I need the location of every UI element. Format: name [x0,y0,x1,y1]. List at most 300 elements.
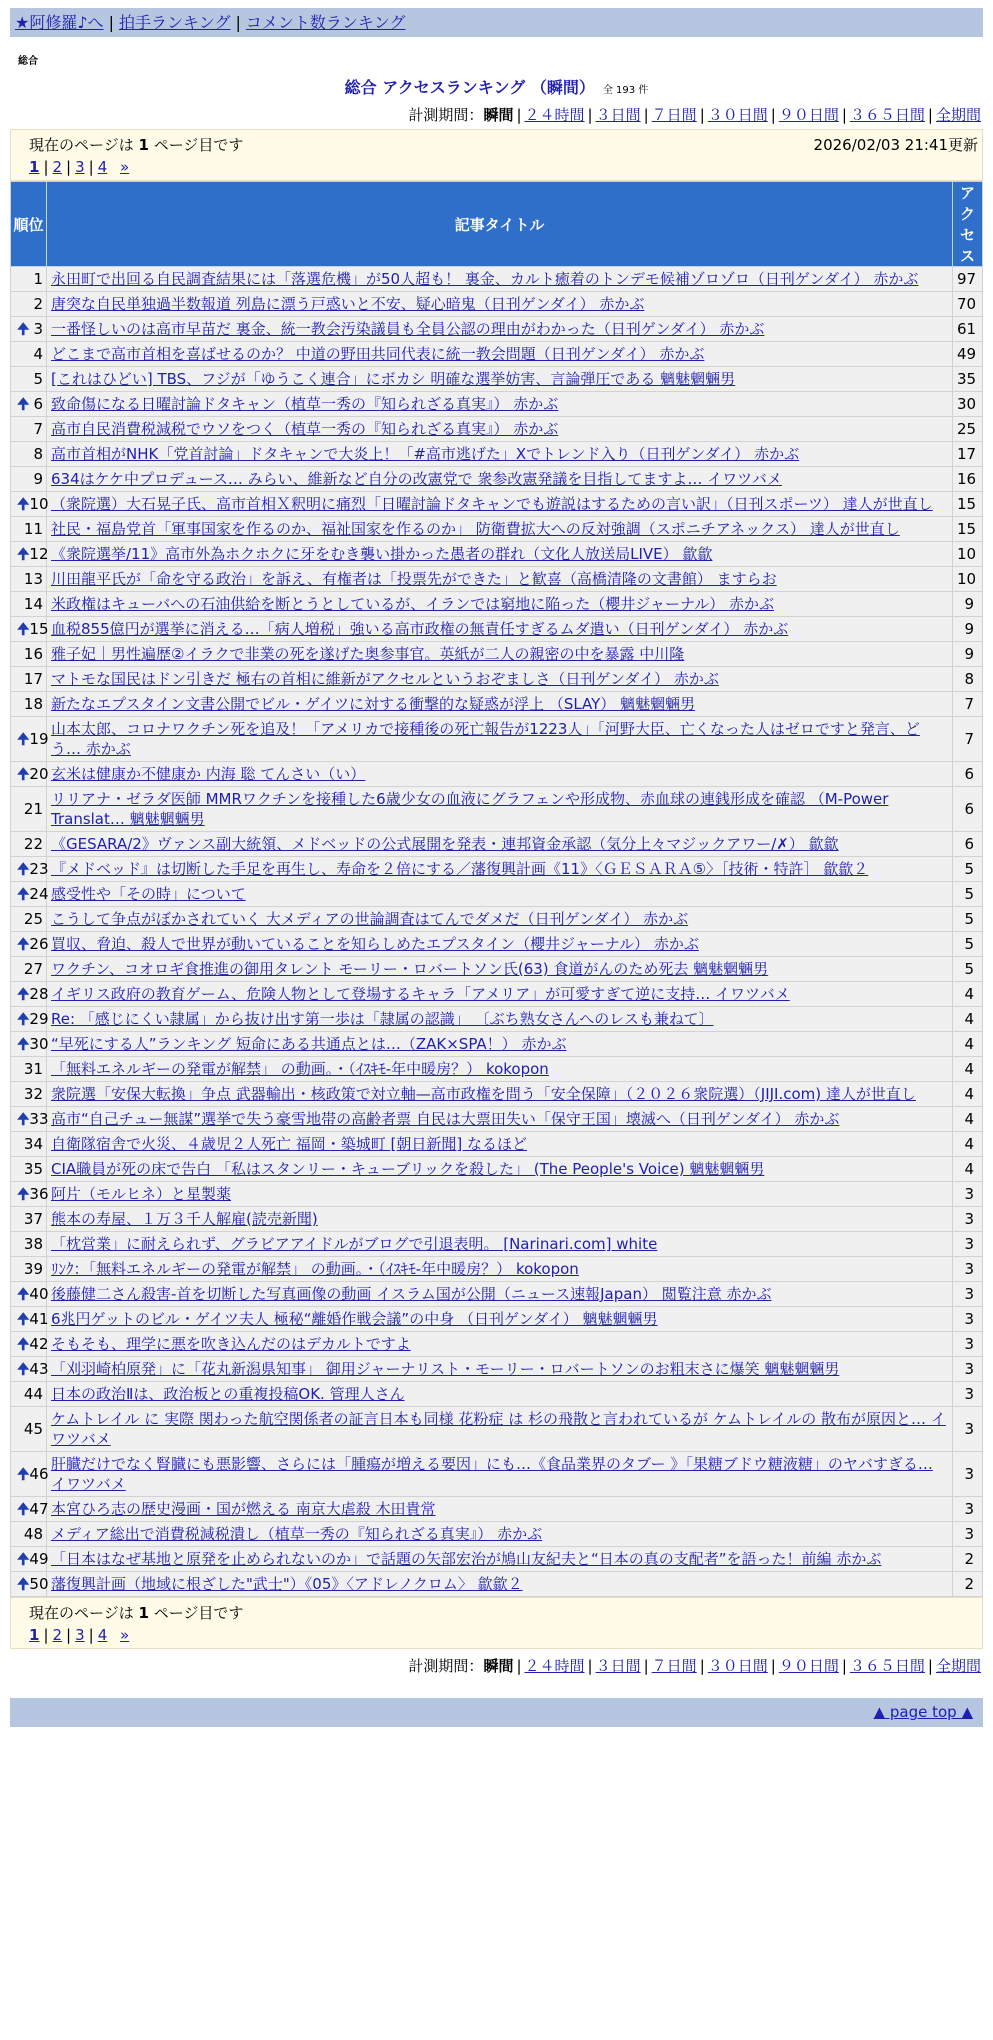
rank-number: 28 [29,985,49,1003]
current-page-text: 現在のページは 1 ページ目です [29,1604,244,1622]
pager-separator: | [66,1626,72,1644]
table-row [11,1547,983,1572]
title-cell [47,1107,953,1132]
table-row [11,1357,983,1382]
table-row [11,1382,983,1407]
table-row [11,1257,983,1282]
article-title-link[interactable]: 玄米は健康か不健康か 内海 聡 てんさい（い） [51,765,366,783]
title-cell [47,1282,953,1307]
title-cell [47,1382,953,1407]
table-row [11,342,983,367]
article-title-link[interactable]: 山本太郎、コロナワクチン死を追及！「アメリカで接種後の死亡報告が1223人」「河野大臣、亡くなった人はゼロですと発言、どう… 赤かぶ [51,720,920,758]
rank-cell [11,1032,47,1057]
period-label: 計測期間： [408,1657,484,1675]
table-row [11,1082,983,1107]
rank-cell [11,292,47,317]
table-row [11,1332,983,1357]
article-title-link[interactable]: 新たなエプスタイン文書公開でビル・ゲイツに対する衝撃的な疑惑が浮上 （SLAY） 魑魅魍魎男 [51,695,696,713]
access-count: 4 [953,1057,983,1082]
article-title-link[interactable]: CIA職員が死の床で告白 「私はスタンリー・キューブリックを殺した」 (The People's Voice) 魑魅魍魎男 [51,1160,765,1178]
table-row [11,1307,983,1332]
rank-number: 34 [23,1135,43,1153]
title-cell [47,1007,953,1032]
ranking-table [10,181,983,1597]
period-link[interactable]: ３６５日間 [849,106,925,124]
rank-cell [11,1232,47,1257]
rank-up-arrow-icon: 🠉 [17,1010,30,1028]
article-title-link[interactable]: 致命傷になる日曜討論ドタキャン（植草一秀の『知られざる真実』） 赤かぶ [51,395,559,413]
title-cell [47,1332,953,1357]
access-count: 6 [953,832,983,857]
article-title-link[interactable]: 6兆円ゲットのビル・ゲイツ夫人 極秘“離婚作戦会議”の中身 （日刊ゲンダイ） 魑魅魍魎男 [51,1310,658,1328]
article-title-link[interactable]: 《GESARA/2》ヴァンス副大統領、メドベッドの公式展開を発表・連邦資金承認（気分上々マジックアワー/✗） 歙歙 [51,835,839,853]
rank-cell [11,267,47,292]
ranking-title: 総合 アクセスランキング （瞬間） [344,78,595,97]
pager-page-link[interactable]: 1 [29,158,40,176]
top-nav-bar [10,8,983,37]
title-cell [47,542,953,567]
page-title [0,75,993,98]
article-title-link[interactable]: 後藤健二さん殺害-首を切断した写真画像の動画 イスラム国が公開（ニュース速報Japan） 閲覧注意 赤かぶ [51,1285,772,1303]
table-row [11,492,983,517]
table-row [11,1232,983,1257]
article-title-link[interactable]: 川田龍平氏が「命を守る政治」を訴え、有権者は「投票先ができた」と歓喜（高橋清隆の文書館） ますらお [51,570,777,588]
rank-cell [11,1382,47,1407]
rank-number: 24 [29,885,49,903]
access-count: 15 [953,492,983,517]
pager-space [111,1626,116,1644]
period-separator: | [587,1657,593,1675]
rank-number: 45 [23,1420,43,1438]
period-link[interactable]: ９０日間 [778,1657,839,1675]
rank-cell [11,617,47,642]
total-count: 全 193 件 [602,85,649,96]
table-row [11,442,983,467]
rank-up-arrow-icon: 🠉 [17,1035,30,1053]
pager-separator: | [88,1626,94,1644]
access-count: 10 [953,542,983,567]
article-title-link[interactable]: 634はケケ中プロデュース… みらい、維新など自分の改憲党で 衆参改憲発議を目指してますよ… イワツバメ [51,470,782,488]
article-title-link[interactable]: 「枕営業」に耐えられず、グラビアアイドルがブログで引退表明。 [Narinari.com] white [51,1235,658,1253]
article-title-link[interactable]: 「日本はなぜ基地と原発を止められないのか」で話題の矢部宏治が鳩山友紀夫と“日本の真の支配者”を語った！前編 赤かぶ [51,1550,882,1568]
rank-cell [11,1407,47,1452]
period-selector-top [0,104,981,125]
rank-up-arrow-icon: 🠉 [17,1285,30,1303]
period-link[interactable]: ３日間 [595,106,641,124]
article-title-link[interactable]: ﾘﾝｸ：「無料エネルギーの発電が解禁」 の動画。・（ｲｽｷﾓ-年中暖房？） kokopon [51,1260,579,1278]
table-row [11,1497,983,1522]
comment-ranking-link[interactable]: コメント数ランキング [245,13,406,32]
table-row [11,1157,983,1182]
rank-cell [11,907,47,932]
article-title-link[interactable]: Re: 「感じにくい隷属」から抜け出す第一歩は「隷属の認識」 〔ぶち熟女さんへのレスも兼ねて〕 [51,1010,714,1028]
rank-cell [11,1132,47,1157]
article-title-link[interactable]: 雅子妃｜男性遍歴②イラクで非業の死を遂げた奥参事官。英紙が二人の親密の中を暴露 中川隆 [51,645,685,663]
rank-up-arrow-icon: 🠉 [17,545,30,563]
access-count: 9 [953,617,983,642]
rank-number: 9 [33,470,43,488]
title-cell [47,567,953,592]
article-title-link[interactable]: 一番怪しいのは高市早苗だ 裏金、統一教会汚染議員も全員公認の理由がわかった（日刊ゲンダイ） 赤かぶ [51,320,765,338]
rank-up-arrow-icon: 🠉 [17,1465,30,1483]
rank-cell [11,1282,47,1307]
rank-cell [11,1307,47,1332]
access-count: 7 [953,692,983,717]
rank-number: 4 [33,345,43,363]
title-cell [47,1032,953,1057]
access-count: 3 [953,1207,983,1232]
article-title-link[interactable]: マトモな国民はドン引きだ 極右の首相に維新がアクセルというおぞましさ（日刊ゲンダイ） 赤かぶ [51,670,719,688]
article-title-link[interactable]: 買収、脅迫、殺人で世界が動いていることを知らしめたエプスタイン（櫻井ジャーナル） 赤かぶ [51,935,699,953]
title-cell [47,1522,953,1547]
rank-number: 19 [29,730,49,748]
title-cell [47,932,953,957]
rank-cell [11,787,47,832]
article-title-link[interactable]: 《衆院選挙/11》高市外為ホクホクに牙をむき襲い掛かった愚者の群れ（文化人放送局LIVE） 歙歙 [51,545,713,563]
rank-number: 22 [23,835,43,853]
pager-space [111,158,116,176]
rank-number: 18 [23,695,43,713]
rank-number: 16 [23,645,43,663]
access-count: 5 [953,857,983,882]
access-count: 7 [953,717,983,762]
rank-up-arrow-icon: 🠉 [17,935,30,953]
rank-cell [11,592,47,617]
article-title-link[interactable]: ケムトレイル に 実際 関わった航空関係者の証言日本も同様 花粉症 は 杉の飛散と言われているが ケムトレイルの 散布が原因と… イワツバメ [51,1410,946,1448]
title-cell [47,1257,953,1282]
article-title-link[interactable]: 『メドベッド』は切断した手足を再生し、寿命を２倍にする／藩復興計画《11》〈ＧＥＳＡＲＡ⑤〉［技術・特許］ 歙歙２ [51,860,869,878]
access-count: 3 [953,1452,983,1497]
article-title-link[interactable]: 「刈羽崎柏原発」に「花丸新潟県知事」 御用ジャーナリスト・モーリー・ロバートソンのお粗末さに爆笑 魑魅魍魎男 [51,1360,840,1378]
rank-cell [11,1357,47,1382]
rank-number: 48 [23,1525,43,1543]
article-title-link[interactable]: [これはひどい] TBS、フジが「ゆうこく連合」にボカシ 明確な選挙妨害、言論弾圧である 魑魅魍魎男 [51,370,736,388]
title-cell [47,517,953,542]
current-page-text: 現在のページは 1 ページ目です [29,136,244,154]
rank-number: 23 [29,860,49,878]
rank-number: 30 [29,1035,49,1053]
pager-separator: | [43,158,49,176]
article-title-link[interactable]: 肝臓だけでなく腎臓にも悪影響、さらには「腫瘍が増える要因」にも…《食品業界のタブー 》「果糖ブドウ糖液糖」のヤバすぎる… イワツバメ [51,1455,933,1493]
rank-cell [11,342,47,367]
rank-cell [11,717,47,762]
table-row [11,1452,983,1497]
article-title-link[interactable]: 高市首相がNHK「党首討論」ドタキャンで大炎上！「#高市逃げた」Xでトレンド入り（日刊ゲンダイ） 赤かぶ [51,445,800,463]
table-row [11,1057,983,1082]
title-cell [47,1497,953,1522]
pager-separator: | [66,158,72,176]
pager-page-link[interactable]: 3 [75,1626,85,1644]
period-link[interactable]: ３０日間 [707,1657,768,1675]
rank-up-arrow-icon: 🠉 [17,860,30,878]
access-count: 5 [953,907,983,932]
table-row [11,1207,983,1232]
access-count: 9 [953,642,983,667]
title-header: 記事タイトル [47,182,953,267]
article-title-link[interactable]: こうして争点がぼかされていく 大メディアの世論調査はてんでダメだ（日刊ゲンダイ） 赤かぶ [51,910,689,928]
rank-cell [11,1157,47,1182]
access-header: アクセス [953,182,983,267]
rank-cell [11,982,47,1007]
rank-number: 17 [23,670,43,688]
table-row [11,567,983,592]
article-title-link[interactable]: ワクチン、コオロギ食推進の御用タレント モーリー・ロバートソン氏(63) 食道がんのため死去 魑魅魍魎男 [51,960,769,978]
article-title-link[interactable]: 阿片（モルヒネ）と星製薬 [51,1185,232,1203]
article-title-link[interactable]: そもそも、理学に悪を吹き込んだのはデカルトですよ [51,1335,411,1353]
access-count: 30 [953,392,983,417]
access-count: 3 [953,1332,983,1357]
table-row [11,267,983,292]
title-cell [47,317,953,342]
period-link[interactable]: ３０日間 [707,106,768,124]
rank-number: 40 [29,1285,49,1303]
title-cell [47,492,953,517]
rank-number: 8 [33,445,43,463]
period-separator: | [516,1657,522,1675]
article-title-link[interactable]: 衆院選「安保大転換」争点 武器輸出・核政策で対立軸—高市政権を問う「安全保障」（２０２６衆院選）（JIJI.com) 達人が世直し [51,1085,916,1103]
article-title-link[interactable]: 高市“自己チュー無謀”選挙で失う豪雪地帯の高齢者票 自民は大票田失い「保守王国」壊滅へ（日刊ゲンダイ） 赤かぶ [51,1110,840,1128]
rank-number: 20 [29,765,49,783]
rank-cell [11,442,47,467]
table-row [11,787,983,832]
article-title-link[interactable]: 感受性や「その時」について [51,885,246,903]
table-row [11,857,983,882]
table-row [11,692,983,717]
access-count: 3 [953,1522,983,1547]
access-count: 5 [953,882,983,907]
table-row [11,907,983,932]
access-count: 4 [953,1157,983,1182]
pager-page-link[interactable]: 2 [52,158,63,176]
title-cell [47,1307,953,1332]
rank-number: 35 [23,1160,43,1178]
rank-cell [11,1207,47,1232]
access-count: 3 [953,1407,983,1452]
article-title-link[interactable]: 永田町で出回る自民調査結果には「落選危機」が50人超も！ 裏金、カルト癒着のトンデモ候補ゾロゾロ（日刊ゲンダイ） 赤かぶ [51,270,919,288]
table-row [11,667,983,692]
pager-page-link[interactable]: 3 [75,158,85,176]
access-count: 4 [953,1007,983,1032]
article-title-link[interactable]: 自衛隊宿舎で火災、４歳児２人死亡 福岡・築城町 [朝日新聞] なるほど [51,1135,528,1153]
home-link[interactable]: ★阿修羅♪へ [15,13,104,32]
article-title-link[interactable]: イギリス政府の教育ゲーム、危険人物として登場するキャラ「アメリア」が可愛すぎて逆に支持… イワツバメ [51,985,790,1003]
rank-number: 49 [29,1550,49,1568]
title-cell [47,717,953,762]
rank-up-arrow-icon: 🠉 [17,1310,30,1328]
table-row [11,1007,983,1032]
table-row [11,1182,983,1207]
access-count: 17 [953,442,983,467]
period-link[interactable]: 全期間 [935,106,981,124]
title-cell [47,692,953,717]
rank-number: 41 [29,1310,49,1328]
nav-separator: | [235,13,241,32]
rank-cell [11,517,47,542]
title-cell [47,267,953,292]
category-label: 総合 [18,56,38,67]
rank-cell [11,692,47,717]
article-title-link[interactable]: 本宮ひろ志の歴史漫画・国が燃える 南京大虐殺 木田貴常 [51,1500,436,1518]
access-count: 3 [953,1307,983,1332]
access-count: 4 [953,1132,983,1157]
page-top-link[interactable]: ▲ page top ▲ [873,1703,973,1721]
access-count: 8 [953,667,983,692]
article-title-link[interactable]: 血税855億円が選挙に消える…「病人増税」強いる高市政権の無責任すぎるムダ遣い（日刊ゲンダイ） 赤かぶ [51,620,789,638]
page-info-bottom [10,1597,983,1649]
pager-page-link[interactable]: 4 [97,1626,108,1644]
title-cell [47,1547,953,1572]
period-current: 瞬間 [483,106,514,124]
pager-next-link[interactable]: » [120,158,130,176]
table-row [11,392,983,417]
title-cell [47,957,953,982]
period-separator: | [643,1657,649,1675]
article-title-link[interactable]: 藩復興計画（地域に根ざした"武士"）《05》〈アドレノクロム〉 歙歙２ [51,1575,523,1593]
rank-number: 7 [33,420,43,438]
period-link[interactable]: ９０日間 [778,106,839,124]
period-separator: | [927,1657,933,1675]
access-count: 61 [953,317,983,342]
article-title-link[interactable]: （衆院選）大石晃子氏、高市首相Ｘ釈明に痛烈「日曜討論ドタキャンでも遊説はするための言い訳」（日刊スポーツ） 達人が世直し [51,495,933,513]
rank-header: 順位 [11,182,47,267]
access-count: 70 [953,292,983,317]
pager-top [29,158,982,176]
article-title-link[interactable]: 日本の政治Ⅱは、政治板との重複投稿OK. 管理人さん [51,1385,405,1403]
period-separator: | [770,1657,776,1675]
rank-cell [11,1057,47,1082]
title-cell [47,617,953,642]
title-cell [47,592,953,617]
rank-number: 21 [23,800,43,818]
title-cell [47,292,953,317]
rank-number: 31 [23,1060,43,1078]
title-cell [47,762,953,787]
period-link[interactable]: ２４時間 [524,1657,585,1675]
title-cell [47,907,953,932]
period-link[interactable]: ７日間 [651,1657,697,1675]
access-count: 6 [953,787,983,832]
title-cell [47,667,953,692]
access-count: 35 [953,367,983,392]
table-row [11,517,983,542]
rank-number: 43 [29,1360,49,1378]
article-title-link[interactable]: 「無料エネルギーの発電が解禁」 の動画。・（ｲｽｷﾓ-年中暖房？） kokopon [51,1060,549,1078]
table-row [11,642,983,667]
period-label: 計測期間： [408,106,484,124]
table-row [11,957,983,982]
access-count: 6 [953,762,983,787]
period-selector-bottom [0,1655,981,1676]
access-count: 4 [953,1082,983,1107]
title-cell [47,1452,953,1497]
period-separator: | [770,106,776,124]
rank-up-arrow-icon: 🠉 [17,765,30,783]
period-link[interactable]: 全期間 [935,1657,981,1675]
access-count: 3 [953,1357,983,1382]
title-cell [47,642,953,667]
rank-up-arrow-icon: 🠉 [17,1575,30,1593]
period-link[interactable]: ２４時間 [524,106,585,124]
pager-page-link[interactable]: 1 [29,1626,40,1644]
title-cell [47,1207,953,1232]
title-cell [47,787,953,832]
rank-number: 3 [33,320,43,338]
period-link[interactable]: ３日間 [595,1657,641,1675]
access-count: 3 [953,1497,983,1522]
table-row [11,292,983,317]
nav-separator: | [108,13,114,32]
rank-cell [11,832,47,857]
pager-next-link[interactable]: » [120,1626,130,1644]
table-row [11,1107,983,1132]
article-title-link[interactable]: どこまで高市首相を喜ばせるのか？ 中道の野田共同代表に統一教会問題（日刊ゲンダイ） 赤かぶ [51,345,705,363]
rank-cell [11,492,47,517]
page-info-top [10,129,983,181]
rank-up-arrow-icon: 🠉 [17,1185,30,1203]
rank-up-arrow-icon: 🠉 [17,885,30,903]
rank-number: 26 [29,935,49,953]
article-title-link[interactable]: 社民・福島党首「軍事国家を作るのか、福祉国家を作るのか」 防衛費拡大への反対強調（スポニチアネックス） 達人が世直し [51,520,900,538]
table-row [11,1522,983,1547]
title-cell [47,467,953,492]
rank-cell [11,882,47,907]
period-link[interactable]: ３６５日間 [849,1657,925,1675]
table-row [11,542,983,567]
access-count: 10 [953,567,983,592]
rank-number: 25 [23,910,43,928]
table-row [11,832,983,857]
access-count: 4 [953,1107,983,1132]
period-link[interactable]: ７日間 [651,106,697,124]
title-cell [47,982,953,1007]
table-row [11,1572,983,1597]
title-cell [47,1407,953,1452]
pager-page-link[interactable]: 4 [97,158,108,176]
rank-cell [11,667,47,692]
access-count: 9 [953,592,983,617]
clap-ranking-link[interactable]: 拍手ランキング [118,13,231,32]
article-title-link[interactable]: リリアナ・ゼラダ医師 MMRワクチンを接種した6歳少女の血液にグラフェンや形成物、赤血球の連銭形成を確認 （M-Power Translat… 魑魅魍魎男 [51,790,889,828]
article-title-link[interactable]: メディア総出で消費税減税潰し（植草一秀の『知られざる真実』） 赤かぶ [51,1525,543,1543]
access-count: 16 [953,467,983,492]
article-title-link[interactable]: 米政権はキューバへの石油供給を断とうとしているが、イランでは窮地に陥った（櫻井ジャーナル） 赤かぶ [51,595,774,613]
rank-cell [11,392,47,417]
rank-number: 14 [23,595,43,613]
title-cell [47,1132,953,1157]
table-row [11,882,983,907]
rank-cell [11,417,47,442]
article-title-link[interactable]: 熊本の寿屋、１万３千人解雇(読売新聞) [51,1210,318,1228]
table-row [11,932,983,957]
title-cell [47,1057,953,1082]
rank-up-arrow-icon: 🠉 [17,730,30,748]
article-title-link[interactable]: 高市自民消費税減税でウソをつく（植草一秀の『知られざる真実』） 赤かぶ [51,420,559,438]
rank-number: 1 [33,270,43,288]
rank-number: 47 [29,1500,49,1518]
table-row [11,617,983,642]
pager-page-link[interactable]: 2 [52,1626,63,1644]
article-title-link[interactable]: “早死にする人”ランキング 短命にある共通点とは…（ZAK×SPA！） 赤かぶ [51,1035,567,1053]
rank-cell [11,762,47,787]
title-cell [47,1182,953,1207]
title-cell [47,1572,953,1597]
title-cell [47,367,953,392]
access-count: 2 [953,1572,983,1597]
rank-cell [11,1332,47,1357]
article-title-link[interactable]: 唐突な自民単独過半数報道 列島に漂う戸惑いと不安、疑心暗鬼（日刊ゲンダイ） 赤かぶ [51,295,645,313]
title-cell [47,392,953,417]
rank-cell [11,1497,47,1522]
